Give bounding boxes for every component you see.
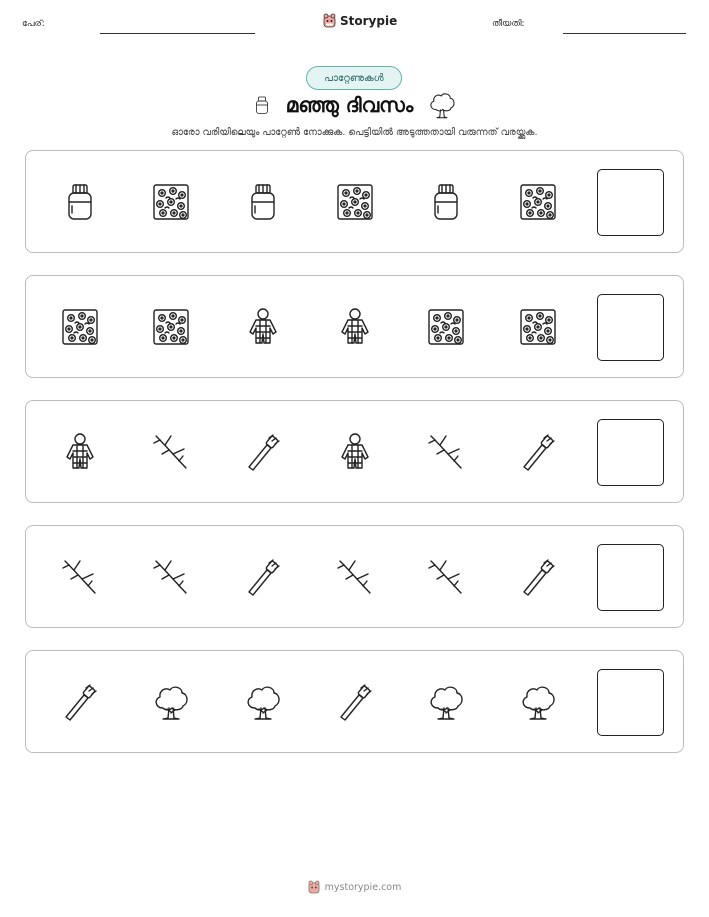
bottle-icon [243,182,283,222]
flower-tile-icon [518,307,558,347]
twig-icon [335,557,375,597]
flower-tile-icon [60,307,100,347]
answer-box[interactable] [597,294,664,361]
instructions: ഓരോ വരിയിലെയും പാറ്റേൺ നോക്കുക. പെട്ടിയിൽ അടുത്തതായി വരുന്നത് വരയ്ക്കുക. [171,127,538,138]
topic-pill: പാറ്റേണുകൾ [306,66,402,90]
bottle-icon [60,182,100,222]
brand-logo [323,13,397,28]
bottle-icon [426,182,466,222]
snowsuit-icon [60,432,100,472]
answer-box[interactable] [597,544,664,611]
brand-name: Storypie [340,13,398,28]
storypie-mascot-icon [323,13,336,28]
flower-tile-icon [426,307,466,347]
tree-icon [243,682,283,722]
tree-icon [518,682,558,722]
toothbrush-icon [335,682,375,722]
footer [0,880,709,894]
twig-icon [151,432,191,472]
twig-icon [60,557,100,597]
pattern-row-1 [25,150,684,253]
tree-icon [426,682,466,722]
toothbrush-icon [243,557,283,597]
answer-box[interactable] [597,669,664,736]
snowsuit-icon [335,432,375,472]
snowsuit-icon [243,307,283,347]
toothbrush-icon [518,432,558,472]
snowsuit-icon [335,307,375,347]
flower-tile-icon [151,182,191,222]
toothbrush-icon [518,557,558,597]
pattern-row-3 [25,400,684,503]
name-label: പേര്: [22,19,45,29]
pattern-row-4 [25,525,684,628]
bottle-icon [252,91,272,119]
toothbrush-icon [243,432,283,472]
name-line[interactable] [100,33,255,34]
twig-icon [151,557,191,597]
pattern-row-2 [25,275,684,378]
date-line[interactable] [563,33,686,34]
worksheet-title: മഞ്ഞു ദിവസം [285,93,414,117]
answer-box[interactable] [597,419,664,486]
twig-icon [426,432,466,472]
flower-tile-icon [151,307,191,347]
twig-icon [426,557,466,597]
date-label: തീയതി: [492,19,525,29]
storypie-mascot-icon [308,880,320,894]
tree-icon [151,682,191,722]
tree-icon [427,89,457,121]
toothbrush-icon [60,682,100,722]
answer-box[interactable] [597,169,664,236]
flower-tile-icon [518,182,558,222]
title-row [0,88,709,122]
footer-url: mystorypie.com [324,881,402,893]
flower-tile-icon [335,182,375,222]
pattern-row-5 [25,650,684,753]
